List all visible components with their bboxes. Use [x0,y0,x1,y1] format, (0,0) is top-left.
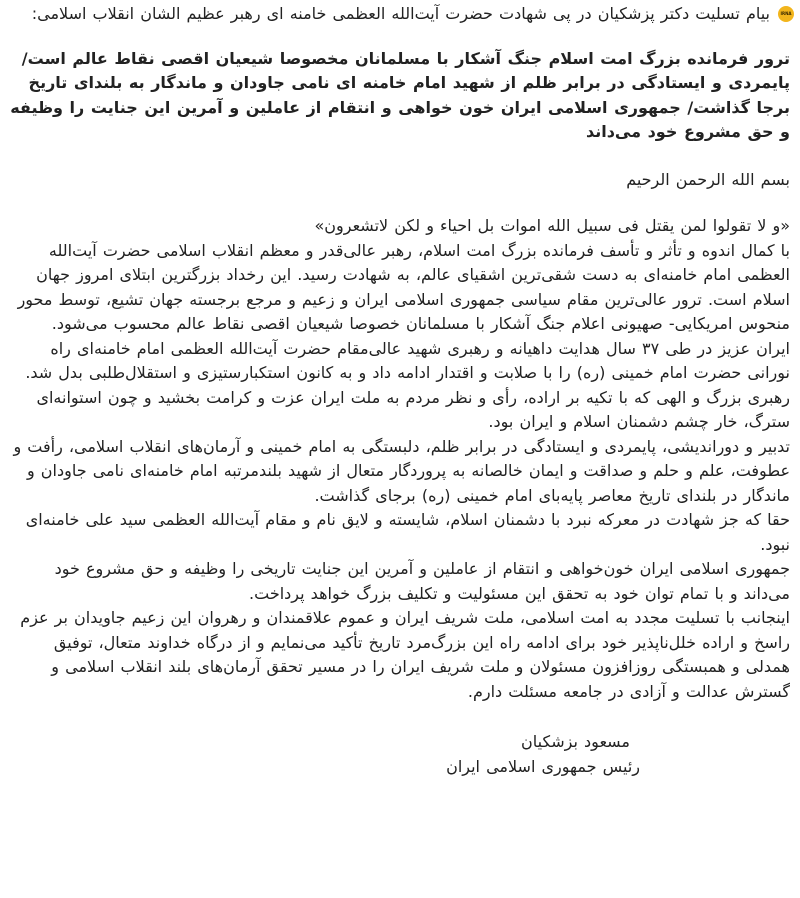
body-paragraph: ایران عزیز در طی ۳۷ سال هدایت داهیانه و رهبری شهید عالی‌مقام حضرت آیت‌الله العظمی امام خامنه‌ای راه نورانی حضرت امام خمینی (ره) را با صلابت و اقتدار ادامه داد و به کانون استکبارستیزی و استقلال‌طلبی بدل شد. رهبری بزرگ و الهی که با تکیه بر اراده، رأی و نظر مردم به ملت ایران عزت و کرامت بخشید و چون استوانه‌ای سترگ، خار چشم دشمنان اسلام و ایران بود. [25,338,790,431]
body-paragraph: اینجانب با تسلیت مجدد به امت اسلامی، ملت شریف ایران و عموم علاقمندان و رهروان این زعیم جاویدان بر عزم راسخ و اراده خلل‌ناپذیر خود برای ادامه راه این بزرگ‌مرد تاریخ تأکید می‌نمایم و از درگاه خداوند متعال، توفیق همدلی و همبستگی روزافزون مسئولان و ملت شریف ایران را در مسیر تحقق آرمان‌های بلند انقلاب اسلامی و گسترش عدالت و آزادی در جامعه مسئلت دارم. [20,608,790,701]
signature-block [10,730,790,779]
signatory-name: مسعود بزشکیان [520,732,630,751]
signatory-title: رئیس جمهوری اسلامی ایران [446,756,640,776]
body-paragraph: تدبیر و دوراندیشی، پایمردی و ایستادگی در برابر ظلم، دلبستگی به امام خمینی و آرمان‌های انقلاب اسلامی، رأفت و عطوفت، علم و حلم و صداقت و ایمان خالصانه به پروردگار متعال از شهید بلندمرتبه امام خامنه‌ای نامی جاودان و ماندگار در بلندای تاریخ معاصر پایه‌بای امام خمینی (ره) برجای گذاشت. [13,436,790,505]
quran-verse: «و لا تقولوا لمن یقتل فی سبیل الله اموات بل احیاء و لکن لاتشعرون» [314,216,790,235]
statement-body [10,214,790,704]
news-agency-logo-icon: IRNA [778,6,794,22]
body-paragraph: جمهوری اسلامی ایران خون‌خواهی و انتقام از عاملین و آمرین این جنایت تاریخی را وظیفه و حق مشروع خود می‌داند و با تمام توان خود به تحقق این مسئولیت و تکلیف بزرگ خواهد پرداخت. [54,559,790,603]
headline-text: بیام تسلیت دکتر پزشکیان در پی شهادت حضرت آیت‌الله العظمی خامنه ای رهبر عظیم الشان انقلاب اسلامی: [31,4,770,23]
statement-header [10,2,790,27]
body-paragraph: حقا که جز شهادت در معرکه نبرد با دشمنان اسلام، شایسته و لایق نام و مقام آیت‌الله العظمی سید علی خامنه‌ای نبود. [25,510,790,554]
body-paragraph: با کمال اندوه و تأثر و تأسف فرمانده بزرگ امت اسلام، رهبر عالی‌قدر و معظم انقلاب اسلامی حضرت آیت‌الله العظمی امام خامنه‌ای به دست شقی‌ترین اشقیای عالم، به شهادت رسید. این رخداد بزرگترین ابتلای امروز جهان اسلام است. ترور عالی‌ترین مقام سیاسی جمهوری اسلامی ایران و زعیم و مرجع برجسته جهان تشیع، توسط محور منحوس امریکایی- صهیونی اعلام جنگ آشکار با مسلمانان خصوصا شیعیان اقصی نقاط عالم محسوب می‌شود. [17,240,790,333]
lead-summary: ترور فرمانده بزرگ امت اسلام جنگ آشکار با مسلمانان مخصوصا شیعیان اقصی نقاط عالم است/ پایمردی و ایستادگی در برابر ظلم از شهید امام خامنه ای نامی جاودان و ماندگار به بلندای تاریخ برجا گذاشت/ جمهوری اسلامی ایران خون خواهی و انتقام از عاملین و آمرین این جنایت را وظیفه و حق مشروع خود می‌داند [10,48,790,141]
bismillah-line: بسم الله الرحمن الرحیم [626,169,790,189]
